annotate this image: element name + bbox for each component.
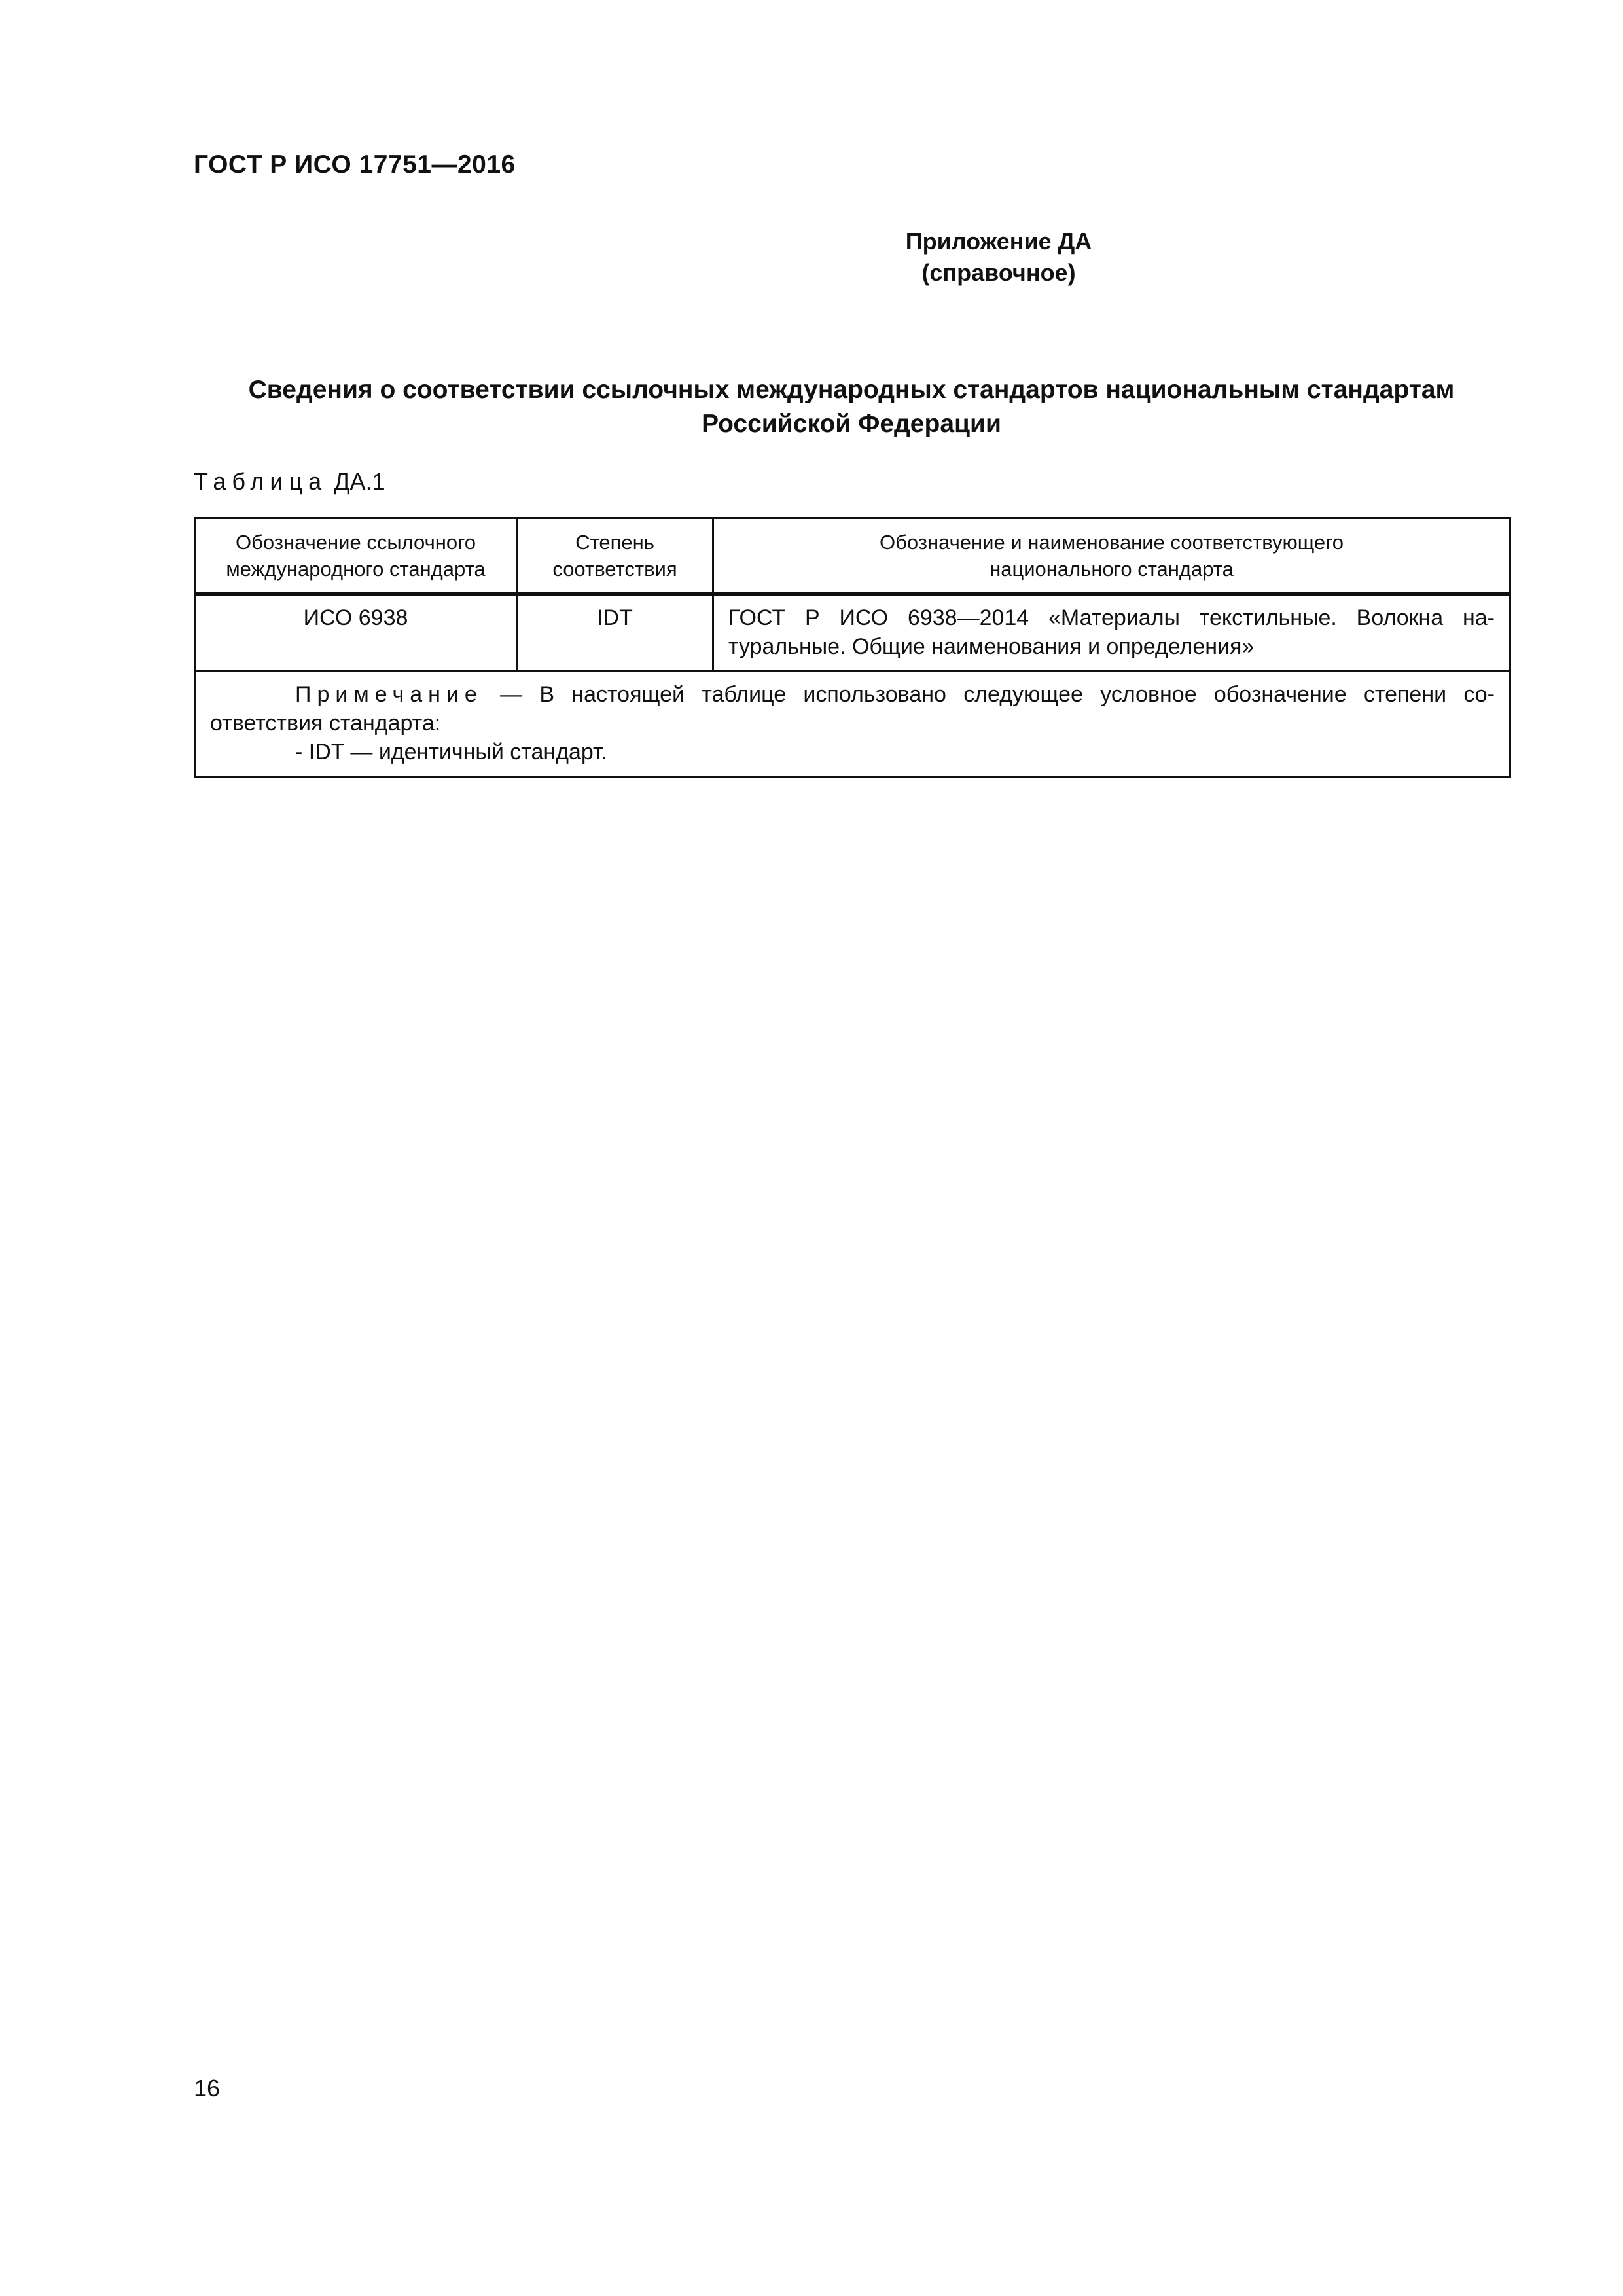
table-row [195, 594, 1510, 672]
note-item: - IDT — идентичный стандарт. [295, 740, 607, 764]
table-header-row [195, 518, 1510, 594]
conformity-table [194, 517, 1511, 778]
header-conformity-degree: Степень соответствия [517, 518, 713, 594]
note-label: Примечание [295, 682, 483, 707]
cell-conformity-degree: IDT [517, 594, 713, 672]
header-reference-standard: Обозначение ссылочного международного стандарта [195, 518, 517, 594]
table-caption-label: Таблица [194, 468, 328, 495]
cell-reference-standard: ИСО 6938 [195, 594, 517, 672]
cell-national-standard: ГОСТ Р ИСО 6938—2014 «Материалы текстильные. Волокна на-туральные. Общие наименования и определения» [713, 594, 1510, 672]
section-title-line-2: Российской Федерации [702, 410, 1001, 438]
header-national-standard: Обозначение и наименование соответствующего национального стандарта [713, 518, 1510, 594]
table-caption [194, 468, 385, 495]
page-number: 16 [194, 2075, 221, 2102]
table-caption-number: ДА.1 [334, 468, 385, 495]
appendix-heading [0, 226, 1623, 289]
note-text: — В настоящей таблице использовано следующее условное обозначение степени со-ответствия стандарта: [210, 682, 1495, 736]
note-text-line [210, 680, 1495, 738]
table-note-row [195, 672, 1510, 777]
section-title [194, 373, 1509, 441]
table-note [195, 672, 1510, 777]
section-title-line-1: Сведения о соответствии ссылочных международных стандартов национальным стандартам [248, 376, 1455, 404]
document-designation: ГОСТ Р ИСО 17751—2016 [194, 151, 516, 179]
appendix-title: Приложение ДА [905, 228, 1092, 255]
appendix-status: (справочное) [921, 259, 1076, 286]
